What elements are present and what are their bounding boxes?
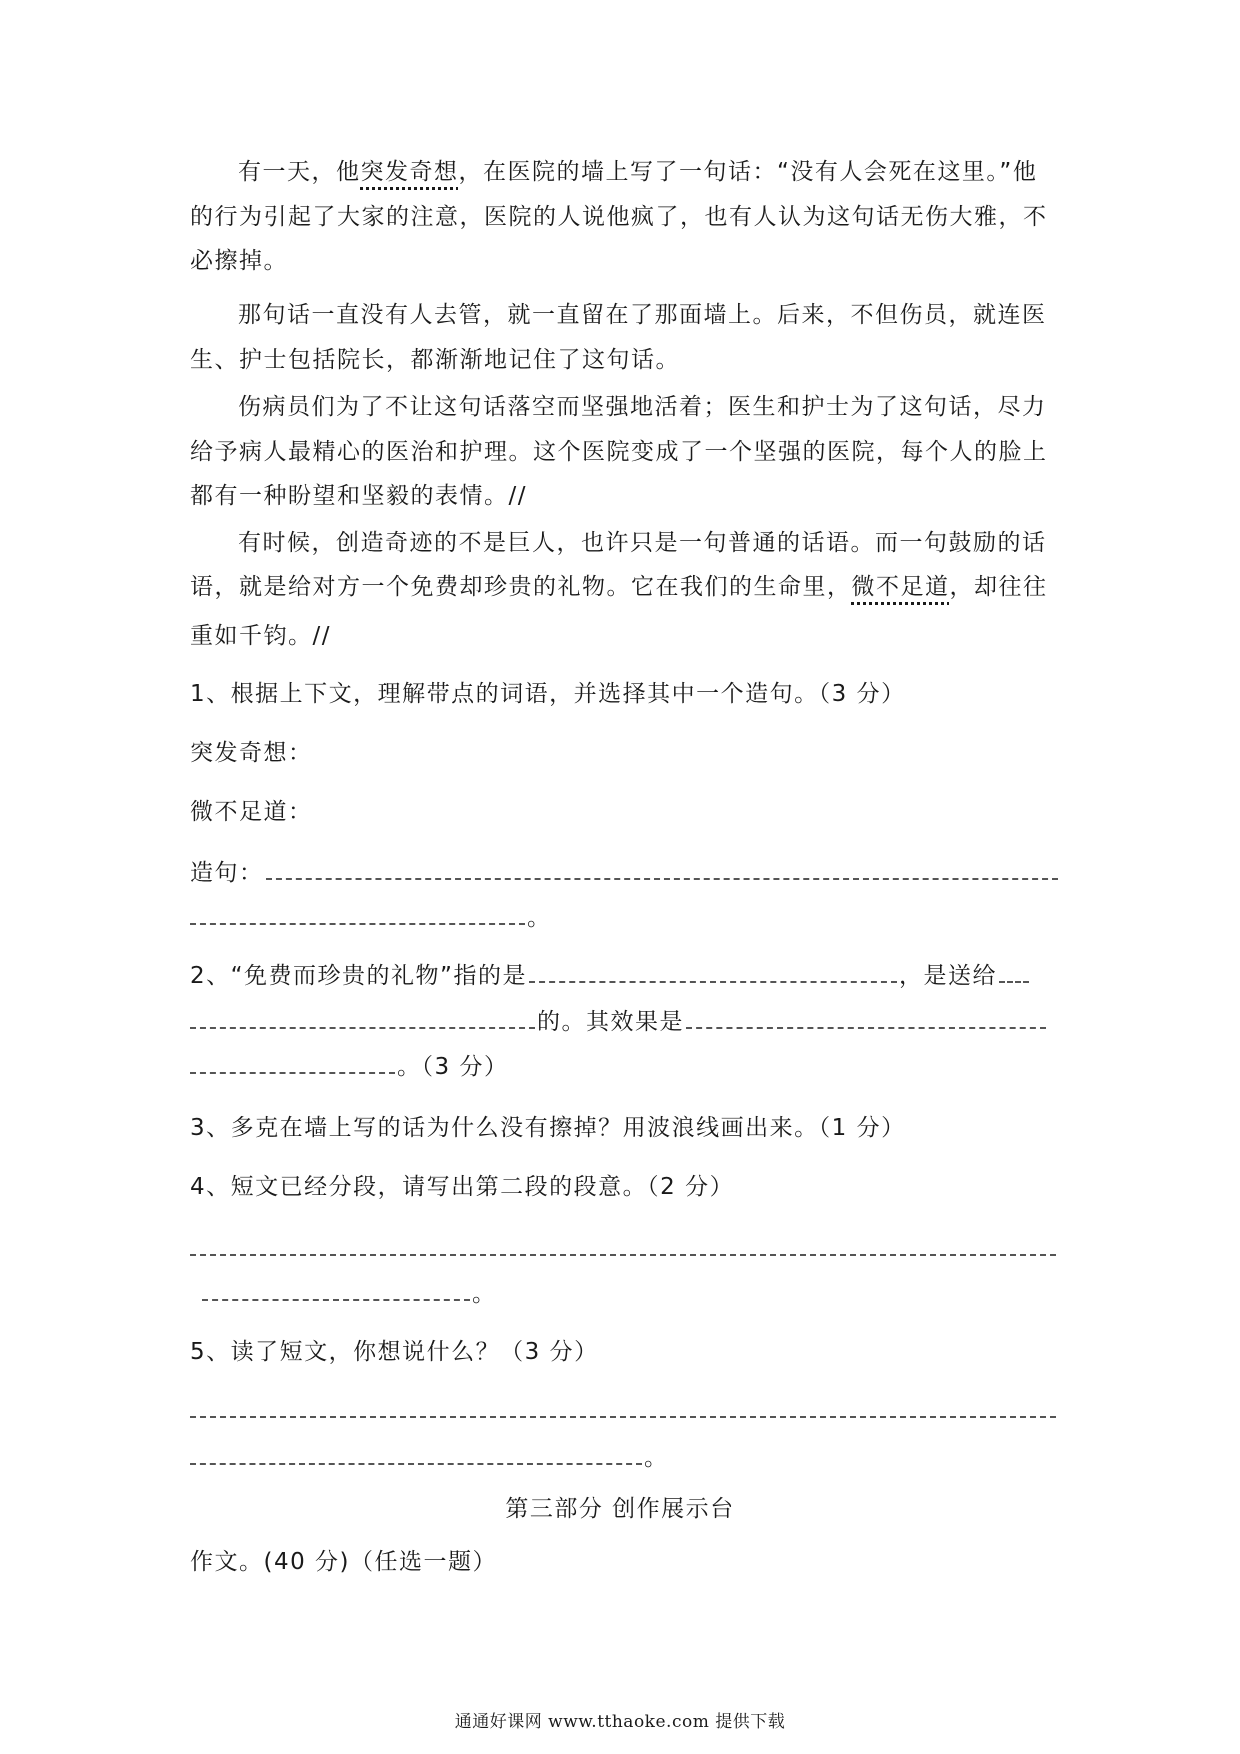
question-2-line3: [190, 1052, 1060, 1082]
question-5: 5、读了短文，你想说什么？（3 分）: [190, 1339, 599, 1365]
question-3: 3、多克在墙上写的话为什么没有擦掉？用波浪线画出来。（1 分）: [190, 1115, 906, 1141]
passage-p4-line3: 重如千钧。//: [190, 623, 331, 649]
answer-blank[interactable]: [266, 868, 1058, 880]
answer-blank[interactable]: [190, 1062, 395, 1074]
question-4: 4、短文已经分段，请写出第二段的段意。（2 分）: [190, 1174, 735, 1200]
question-2-text: 2、“免费而珍贵的礼物”指的是: [190, 963, 527, 989]
passage-p1-line2: 的行为引起了大家的注意，医院的人说他疯了，也有人认为这句话无伤大雅，不: [190, 204, 1048, 230]
section-3-title: 第三部分 创作展示台: [505, 1496, 735, 1522]
term-1-label: 突发奇想：: [190, 740, 313, 766]
passage-p2-line1: 那句话一直没有人去管，就一直留在了那面墙上。后来，不但伤员，就连医: [238, 302, 1047, 328]
passage-p3-line2: 给予病人最精心的医治和护理。这个医院变成了一个坚强的医院，每个人的脸上: [190, 439, 1048, 465]
passage-p2-line2: 生、护士包括院长，都渐渐地记住了这句话。: [190, 347, 680, 373]
question-1: 1、根据上下文，理解带点的词语，并选择其中一个造句。（3 分）: [190, 681, 906, 707]
answer-blank[interactable]: [190, 1244, 1056, 1256]
question-5-answer-line1: [190, 1396, 1060, 1426]
passage-p3-line3: 都有一种盼望和坚毅的表情。//: [190, 483, 527, 509]
end-mark: 。: [472, 1281, 497, 1307]
dotted-term: 突发奇想: [360, 159, 459, 185]
passage-p3-line1: 伤病员们为了不让这句话落空而坚强地活着；医生和护士为了这句话，尽力: [238, 394, 1047, 420]
passage-text: 语，就是给对方一个免费却珍贵的礼物。它在我们的生命里，: [190, 574, 852, 600]
question-2-line1: [190, 961, 1060, 991]
passage-p1-line1: [238, 157, 1060, 187]
answer-blank[interactable]: [190, 1453, 642, 1465]
question-2-text: ，是送给: [898, 963, 997, 989]
answer-blank[interactable]: [999, 971, 1029, 983]
sentence-row: [190, 858, 1060, 888]
passage-text: ，却往往: [949, 574, 1048, 600]
end-mark: 。: [644, 1445, 669, 1471]
passage-text: ，在医院的墙上写了一句话：“没有人会死在这里。”他: [458, 159, 1038, 185]
passage-p4-line1: 有时候，创造奇迹的不是巨人，也许只是一句普通的话语。而一句鼓励的话: [238, 530, 1047, 556]
sentence-label: 造句：: [190, 860, 264, 886]
question-2-text: 的。其效果是: [537, 1009, 684, 1035]
answer-blank[interactable]: [529, 971, 897, 983]
question-5-answer-line2: [190, 1443, 1060, 1473]
composition-task: 作文。(40 分)（任选一题）: [190, 1549, 498, 1575]
answer-blank[interactable]: [190, 1406, 1056, 1418]
term-2-label: 微不足道：: [190, 799, 313, 825]
answer-blank[interactable]: [686, 1017, 1046, 1029]
end-mark: 。: [527, 905, 552, 931]
page-footer: 通通好课网 www.tthaoke.com 提供下载: [454, 1712, 786, 1732]
answer-blank[interactable]: [190, 1017, 535, 1029]
passage-p4-line2: [190, 572, 1060, 602]
answer-blank[interactable]: [202, 1289, 470, 1301]
question-2-line2: [190, 1007, 1060, 1037]
question-2-text: 。（3 分）: [397, 1054, 509, 1080]
question-4-answer-line1: [190, 1234, 1060, 1264]
dotted-term: 微不足道: [851, 574, 950, 600]
passage-p1-line3: 必擦掉。: [190, 248, 288, 274]
answer-blank[interactable]: [190, 913, 525, 925]
question-4-answer-line2: [190, 1279, 1060, 1309]
passage-text: 有一天，他: [238, 159, 361, 185]
sentence-row-2: [190, 903, 1060, 933]
